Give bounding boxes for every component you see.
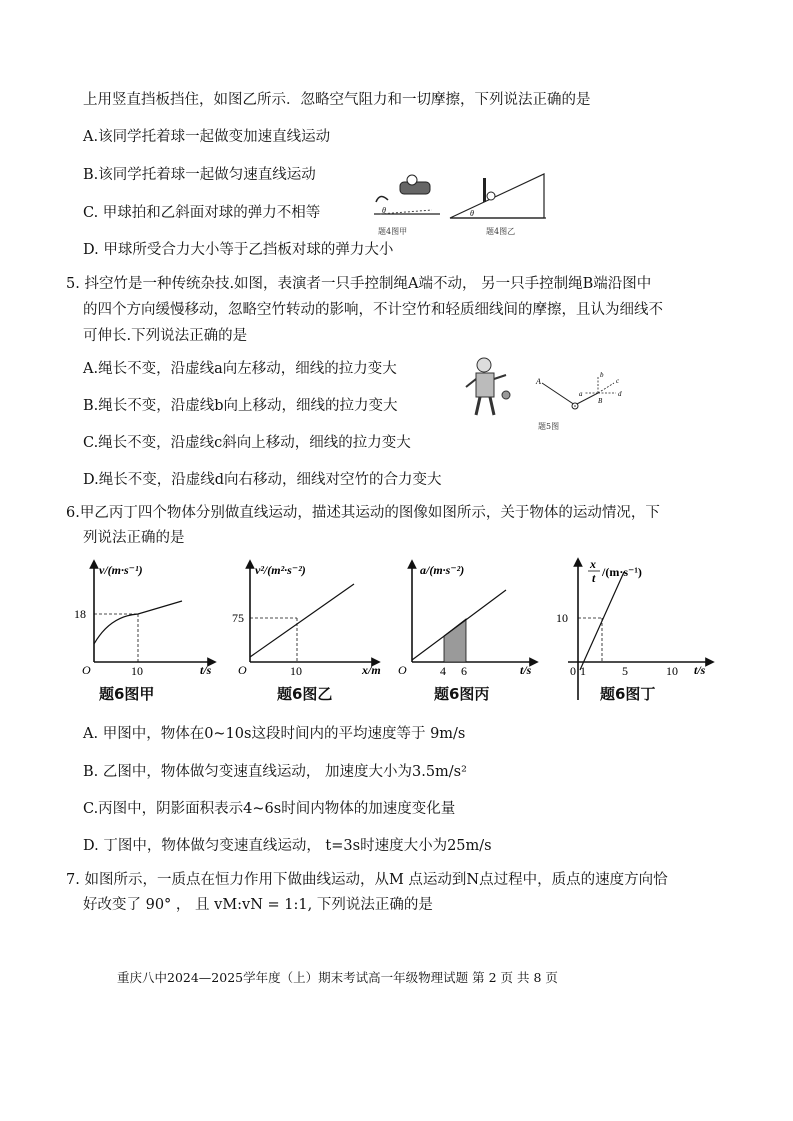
q6-option-a: A. 甲图中，物体在0~10s这段时间内的平均速度等于 9m/s: [83, 726, 466, 742]
q4-option-c: C. 甲球拍和乙斜面对球的弹力不相等: [83, 205, 321, 221]
graph-d-xtick-10: 10: [666, 664, 678, 678]
graph-b-ytick: 75: [232, 611, 244, 625]
graph-a-xtick: 10: [131, 664, 143, 676]
page-footer: 重庆八中2024—2025学年度（上）期末考试高一年级物理试题 第 2 页 共 8 页: [117, 970, 558, 985]
q5-figure: [462, 355, 632, 420]
q7-stem-line-1: 7. 如图所示，一质点在恒力作用下做曲线运动，从M 点运动到N点过程中，质点的速度方向恰: [66, 872, 668, 888]
q5-option-c: C.绳长不变，沿虚线c斜向上移动，细线的拉力变大: [83, 435, 411, 451]
q6-stem-line-1: 6.甲乙丙丁四个物体分别做直线运动，描述其运动的图像如图所示，关于物体的运动情况，下: [66, 505, 660, 521]
q4-option-b: B.该同学托着球一起做匀速直线运动: [83, 167, 316, 183]
label-c: c: [616, 377, 620, 385]
q5-stem-line-3: 可伸长.下列说法正确的是: [83, 328, 248, 344]
graph-d-xtick-5: 5: [622, 664, 628, 678]
graph-c-xlabel: t/s: [520, 663, 532, 676]
q5-stem-line-2: 的四个方向缓慢移动，忽略空竹转动的影响，不计空竹和轻质细线间的摩擦，且认为细线不: [83, 302, 663, 318]
graph-a-ytick: 18: [74, 607, 86, 621]
graph-d-xtick-0: 0: [570, 664, 576, 678]
graph-a-label: 题6图甲: [99, 685, 155, 703]
q6-option-d: D. 丁图中，物体做匀变速直线运动， t=3s时速度大小为25m/s: [83, 838, 492, 854]
graph-a-xlabel: t/s: [200, 663, 212, 676]
q5-stem-line-1: 5. 抖空竹是一种传统杂技.如图，表演者一只手控制绳A端不动， 另一只手控制绳B端沿图中: [66, 276, 652, 292]
label-B: B: [598, 397, 603, 405]
label-b: b: [600, 371, 604, 379]
graph-c-origin: O: [398, 663, 407, 676]
graph-c-xtick-4: 4: [440, 664, 446, 676]
q4-option-d: D. 甲球所受合力大小等于乙挡板对球的弹力大小: [83, 242, 394, 258]
q4-stem-end: 上用竖直挡板挡住，如图乙所示．忽略空气阻力和一切摩擦，下列说法正确的是: [83, 92, 591, 108]
theta-label-b: θ: [470, 209, 474, 218]
q4-figure-a: [372, 172, 442, 222]
graph-d-xlabel: t/s: [694, 663, 706, 677]
q7-stem-line-2: 好改变了 90° ， 且 vM:vN = 1:1, 下列说法正确的是: [83, 897, 433, 913]
graph-a-ylabel: v/(m·s⁻¹): [99, 563, 143, 577]
graph-a: [70, 556, 220, 676]
label-a: a: [579, 390, 583, 398]
q5-fig-label: 题5图: [538, 422, 560, 431]
graph-c-xtick-6: 6: [461, 664, 467, 676]
graph-d-ylabel-unit: /(m·s⁻¹): [602, 565, 642, 579]
q4-figure-b: [448, 172, 548, 222]
graph-d-ytick: 10: [556, 611, 568, 625]
label-d: d: [618, 390, 622, 398]
graph-b-xlabel: x/m: [362, 663, 381, 676]
graph-d-xtick-1: 1: [580, 664, 586, 678]
graph-b-ylabel: v²/(m²·s⁻²): [255, 563, 306, 577]
graph-d-ylabel-den: t: [592, 571, 596, 585]
q4-fig-a-label: 题4图甲: [378, 227, 408, 236]
graph-b-xtick: 10: [290, 664, 302, 676]
q6-option-b: B. 乙图中，物体做匀变速直线运动， 加速度大小为3.5m/s²: [83, 764, 467, 780]
q5-option-d: D.绳长不变，沿虚线d向右移动，细线对空竹的合力变大: [83, 472, 442, 488]
theta-label: θ: [382, 206, 386, 215]
q5-option-a: A.绳长不变，沿虚线a向左移动，细线的拉力变大: [83, 361, 397, 377]
graph-c: [394, 556, 544, 676]
shaded-area: [444, 619, 466, 662]
q4-fig-b-label: 题4图乙: [486, 227, 516, 236]
graph-b-label: 题6图乙: [277, 685, 333, 703]
label-A: A: [536, 377, 541, 386]
graph-c-ylabel: a/(m·s⁻²): [420, 563, 465, 577]
q6-stem-line-2: 列说法正确的是: [83, 530, 185, 546]
q6-option-c: C.丙图中，阴影面积表示4~6s时间内物体的加速度变化量: [83, 801, 456, 817]
graph-c-label: 题6图丙: [434, 685, 490, 703]
graph-b: [226, 556, 386, 676]
q4-option-a: A.该同学托着球一起做变加速直线运动: [83, 129, 331, 145]
graph-d: [552, 552, 722, 702]
graph-d-ylabel-num: x: [590, 557, 596, 571]
graph-a-origin: O: [82, 663, 91, 676]
graph-d-label: 题6图丁: [600, 685, 656, 703]
graph-b-origin: O: [238, 663, 247, 676]
q5-option-b: B.绳长不变，沿虚线b向上移动，细线的拉力变大: [83, 398, 398, 414]
performer-drawing: [466, 358, 510, 415]
